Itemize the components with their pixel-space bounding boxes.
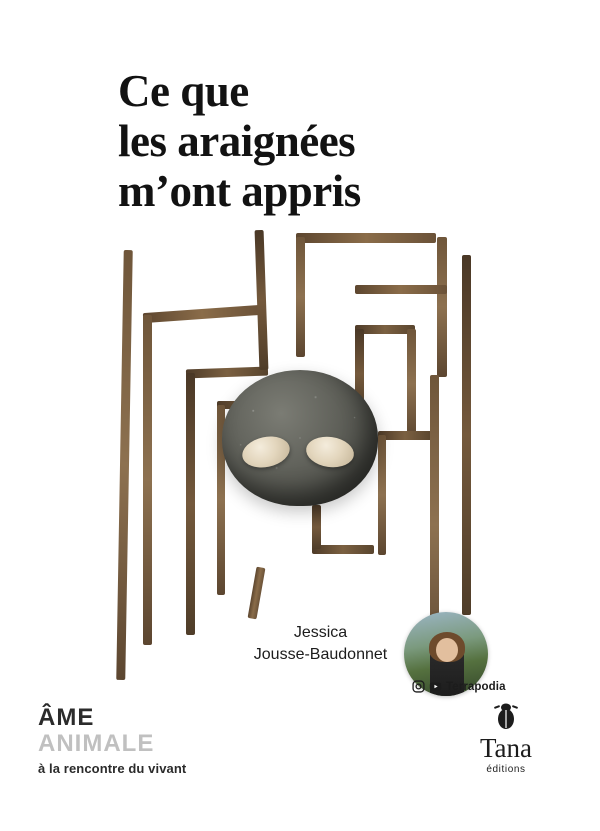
leg-stick-right-mid-horizontal [355, 325, 415, 334]
leg-stick-top-center-horizontal [296, 233, 436, 243]
leg-stick-left-outer-horizontal [143, 305, 261, 323]
beetle-icon [492, 700, 520, 730]
publisher-logo [446, 700, 566, 775]
leg-stick-right-inner-horizontal [378, 431, 432, 440]
title-line-2: les araignées [118, 116, 356, 166]
leg-stick-right-outer-vertical [437, 237, 447, 377]
leg-stick-left-mid-vertical [186, 373, 195, 635]
youtube-icon [429, 680, 442, 693]
leg-stick-left-mid-horizontal [186, 367, 268, 379]
page-title [118, 66, 538, 216]
social-handle-text: Terrapodia [446, 680, 506, 693]
collection-tagline: à la rencontre du vivant [38, 761, 187, 776]
publisher-name: Tana [479, 733, 533, 763]
leg-stick-top-center-vertical [296, 237, 305, 357]
author-name-line-2: Jousse-Baudonnet [253, 646, 388, 663]
avatar-face [436, 638, 458, 662]
leg-stick-bottom-bracket-horizontal [312, 545, 374, 554]
author-name-line-1: Jessica [293, 624, 348, 641]
title-line-3: m’ont appris [118, 166, 361, 216]
title-line-1: Ce que [118, 66, 249, 116]
leg-stick-left-top-vertical [255, 230, 269, 370]
leg-stick-far-left [116, 250, 133, 680]
collection-line-1: ÂME [38, 704, 95, 731]
collection-logo [38, 705, 268, 776]
stone-texture [222, 370, 378, 506]
spider-body-stone [222, 370, 378, 506]
instagram-icon [412, 680, 425, 693]
leg-stick-right-outer-horizontal [355, 285, 447, 294]
leg-stick-bottom-bracket-vertical [312, 505, 321, 549]
leg-stick-right-inner-vertical [378, 435, 386, 555]
publisher-subtitle: éditions [486, 764, 526, 775]
leg-stick-bottom-foot [248, 567, 266, 620]
leg-stick-right-long-2 [462, 255, 471, 615]
leg-stick-left-outer-vertical [143, 315, 152, 645]
collection-line-2: ANIMALE [38, 730, 155, 757]
social-handle-row [412, 680, 506, 693]
leg-stick-right-mid-vertical-2 [407, 329, 416, 439]
